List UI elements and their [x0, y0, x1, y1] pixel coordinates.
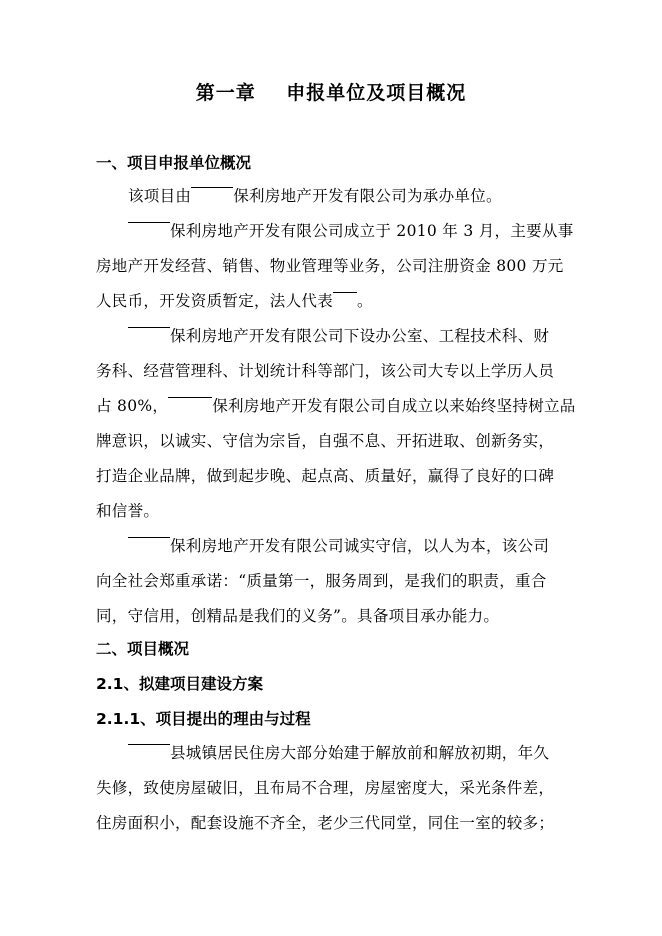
text-segment: 保利房地产开发有限公司下设办公室、工程技术科、财 — [170, 327, 550, 345]
paragraph-line — [96, 394, 576, 416]
text-segment: 保利房地产开发有限公司成立于 2010 年 3 月，主要从事 — [170, 222, 574, 240]
text-segment: 县城镇居民住房大部分始建于解放前和解放初期，年久 — [170, 744, 550, 762]
section-heading-applicant: 一、项目申报单位概况 — [96, 154, 252, 172]
paragraph-line: 住房面积小，配套设施不齐全，老少三代同堂，同住一室的较多； — [96, 814, 555, 832]
text-segment: 保利房地产开发有限公司为承办单位。 — [233, 187, 502, 205]
text-segment: 人民币，开发资质暂定，法人代表 — [96, 292, 334, 310]
paragraph-line: 牌意识，以诚实、守信为宗旨，自强不息、开拓进取、创新务实， — [96, 432, 555, 450]
paragraph-line — [128, 184, 502, 206]
text-segment: 保利房地产开发有限公司诚实守信，以人为本，该公司 — [170, 537, 550, 555]
subsection-heading-2-1-1: 2.1.1、项目提出的理由与过程 — [96, 710, 311, 728]
blank-underline — [128, 744, 170, 745]
blank-underline — [168, 397, 212, 398]
blank-underline — [191, 187, 233, 188]
paragraph-line — [96, 289, 373, 311]
paragraph-line: 向全社会郑重承诺：“质量第一，服务周到，是我们的职责，重合 — [96, 572, 547, 590]
blank-underline — [333, 292, 357, 293]
blank-underline — [128, 537, 170, 538]
paragraph-line: 务科、经营管理科、计划统计科等部门，该公司大专以上学历人员 — [96, 362, 555, 380]
paragraph-line: 打造企业品牌，做到起步晚、起点高、质量好，赢得了良好的口碑 — [96, 467, 555, 485]
text-segment: 。 — [357, 292, 373, 310]
paragraph-line — [128, 219, 574, 241]
paragraph-line: 失修，致使房屋破旧，且布局不合理，房屋密度大，采光条件差， — [96, 779, 555, 797]
blank-underline — [128, 222, 170, 223]
text-segment: 该项目由 — [128, 187, 192, 205]
text-segment: 占 80%， — [96, 397, 169, 415]
text-segment: 保利房地产开发有限公司自成立以来始终坚持树立品 — [212, 397, 576, 415]
paragraph-line — [128, 741, 549, 763]
paragraph-line — [128, 534, 549, 556]
paragraph-line — [128, 324, 549, 346]
section-heading-project: 二、项目概况 — [96, 640, 190, 658]
paragraph-line: 和信誉。 — [96, 502, 160, 520]
paragraph-line: 同，守信用，创精品是我们的义务”。具备项目承办能力。 — [96, 607, 500, 625]
blank-underline — [128, 327, 170, 328]
chapter-title: 第一章 申报单位及项目概况 — [195, 82, 467, 104]
subsection-heading-2-1: 2.1、拟建项目建设方案 — [96, 675, 263, 693]
paragraph-line: 房地产开发经营、销售、物业管理等业务，公司注册资金 800 万元 — [96, 257, 564, 275]
